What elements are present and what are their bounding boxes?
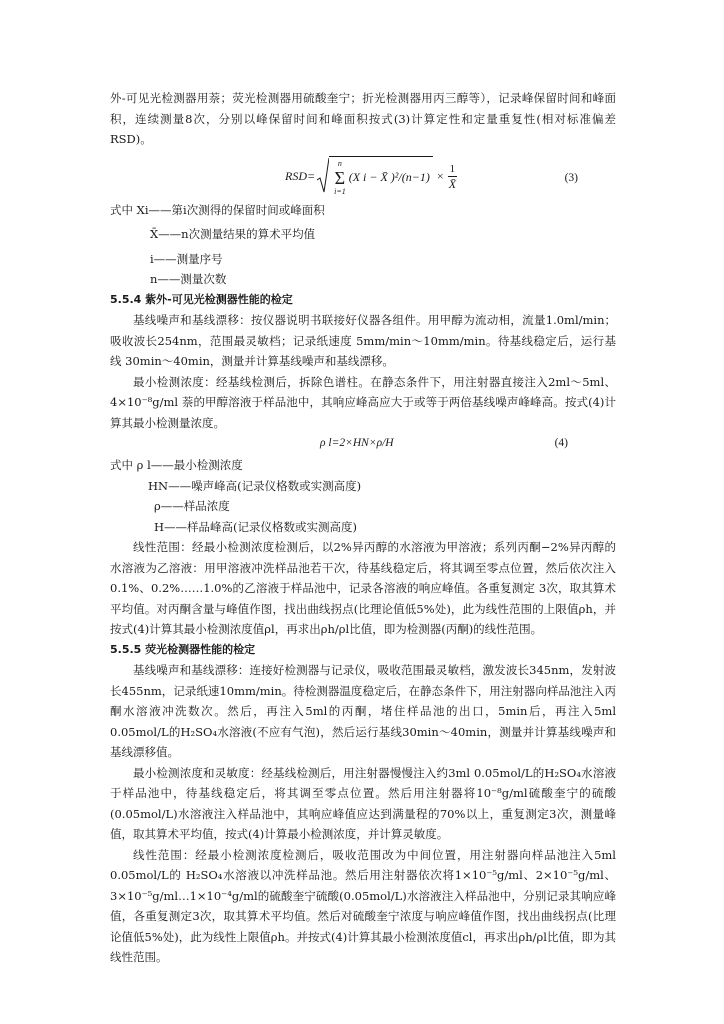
eq3-number: (3) <box>564 171 578 184</box>
eq4-definitions <box>110 455 616 537</box>
eq3-times: × <box>436 168 444 183</box>
s554-baseline-paragraph: 基线噪声和基线漂移：按仪器说明书联接好仪器各组件。用甲醇为流动相，流量1.0ml/min；吸收波长254nm，范围最灵敏档；记录纸速度 5mm/min～10mm/min。待基线稳定后，运行基线 30min～40min，测量并计算基线噪声和基线漂移。 <box>110 313 616 368</box>
def-xbar: X̄——n次测量结果的算术平均值 <box>150 227 316 241</box>
equation-3 <box>110 154 616 200</box>
def-xi: 式中 Xi——第i次测得的保留时间或峰面积 <box>110 202 325 217</box>
def-i: i——测量序号 <box>150 251 223 266</box>
eq4-number: (4) <box>554 437 568 449</box>
sqrt-symbol <box>317 156 433 197</box>
s555-linear-range-paragraph: 线性范围：经最小检测浓度检测后，吸收范围改为中间位置，用注射器向样品池注入5ml 0.05mol/L的 H₂SO₄水溶液以冲洗样品池。然后用注射器依次将1×10⁻⁵g/ml、2×10⁻⁵g/ml、3×10⁻⁵g/ml…1×10⁻⁴g/ml的硫酸奎宁硫酸(0.05mol/L)水溶液注入样品池中，分别记录其响应峰值，各重复测定3次，取其算术平均值。然后对硫酸奎宁浓度与响应峰值作图，找出曲线拐点(比理论值低5%处)，此为线性上限值ρh。并按式(4)计算其最小检测浓度值cl，再求出ρh/ρl比值，即为其线性范围。 <box>110 847 616 964</box>
section-5-5-4-title: 5.5.4 紫外-可见光检测器性能的检定 <box>110 292 293 306</box>
eq3-body: (X i − X̄ )²/(n−1) <box>348 170 430 185</box>
s555-min-conc-paragraph: 最小检测浓度和灵敏度：经基线检测后，用注射器慢慢注入约3ml 0.05mol/L的H₂SO₄水溶液于样品池中，待基线稳定后，将其调至零点位置。然后用注射器将10⁻⁸g/ml硫酸奎宁的硫酸(0.05mol/L)水溶液注入样品池中，其响应峰值应达到满量程的70%以上，重复测定3次，测量峰值，取其算术平均值，按式(4)计算最小检测浓度，并计算灵敏度。 <box>110 765 616 841</box>
eq3-definitions <box>110 200 616 290</box>
document-page <box>110 88 616 968</box>
def-rho-l: 式中 ρ l——最小检测浓度 <box>110 458 243 472</box>
s555-baseline-paragraph: 基线噪声和基线漂移：连接好检测器与记录仪，吸收范围最灵敏档，激发波长345nm，发射波长455nm，记录纸速10mm/min。待检测器温度稳定后，在静态条件下，用注射器向样品池注入丙酮水溶液冲洗数次。然后，再注入5ml的丙酮，堵住样品池的出口，5min后，再注入5ml 0.05mol/L的H₂SO₄水溶液(不应有气泡)，然后运行基线30min～40min，测量并计算基线噪声和基线漂移值。 <box>110 663 616 759</box>
sum-symbol: n Σ i=1 <box>334 158 346 196</box>
eq4-formula: ρ l=2×HN×ρ/H <box>320 437 394 449</box>
eq3-lhs: RSD= <box>285 168 316 183</box>
s554-linear-range-paragraph: 线性范围：经最小检测浓度检测后，以2%异丙醇的水溶液为甲溶液；系列丙酮−2%异丙醇的水溶液为乙溶液：用甲溶液冲洗样品池若干次，待基线稳定后，将其调至零点位置，然后依次注入0.1%、0.2%……1.0%的乙溶液于样品池中，记录各溶液的响应峰值。各重复测定 3次，取其算术平均值。对丙酮含量与峰值作图，找出曲线拐点(比理论值低5%处)，此为线性范围的上限值ρh，并按式(4)计算其最小检测浓度值ρl，再求出ρh/ρl比值，即为检测器(丙酮)的线性范围。 <box>110 540 616 636</box>
equation-4 <box>110 433 616 455</box>
section-5-5-5-title: 5.5.5 荧光检测器性能的检定 <box>110 642 256 656</box>
def-rho: ρ——样品浓度 <box>154 499 230 513</box>
def-hn: HN——噪声峰高(记录仪格数或实测高度) <box>148 478 362 493</box>
def-h: H——样品峰高(记录仪格数或实测高度) <box>154 519 358 534</box>
def-n: n——测量次数 <box>150 272 227 286</box>
intro-paragraph: 外-可见光检测器用萘；荧光检测器用硫酸奎宁；折光检测器用丙三醇等），记录峰保留时间和峰面积，连续测量8次，分别以峰保留时间和峰面积按式(3)计算定性和定量重复性(相对标准偏差RSD)。 <box>110 91 616 146</box>
s554-min-conc-paragraph: 最小检测浓度：经基线检测后，拆除色谱柱。在静态条件下，用注射器直接注入2ml～5ml、4×10⁻⁸g/ml 萘的甲醇溶液于样品池中，其响应峰高应大于或等于两倍基线噪声峰峰高。按式(4)计算其最小检测量浓度。 <box>110 374 616 430</box>
eq3-fraction: $\frac{1}{X̄}$ <box>448 162 457 191</box>
